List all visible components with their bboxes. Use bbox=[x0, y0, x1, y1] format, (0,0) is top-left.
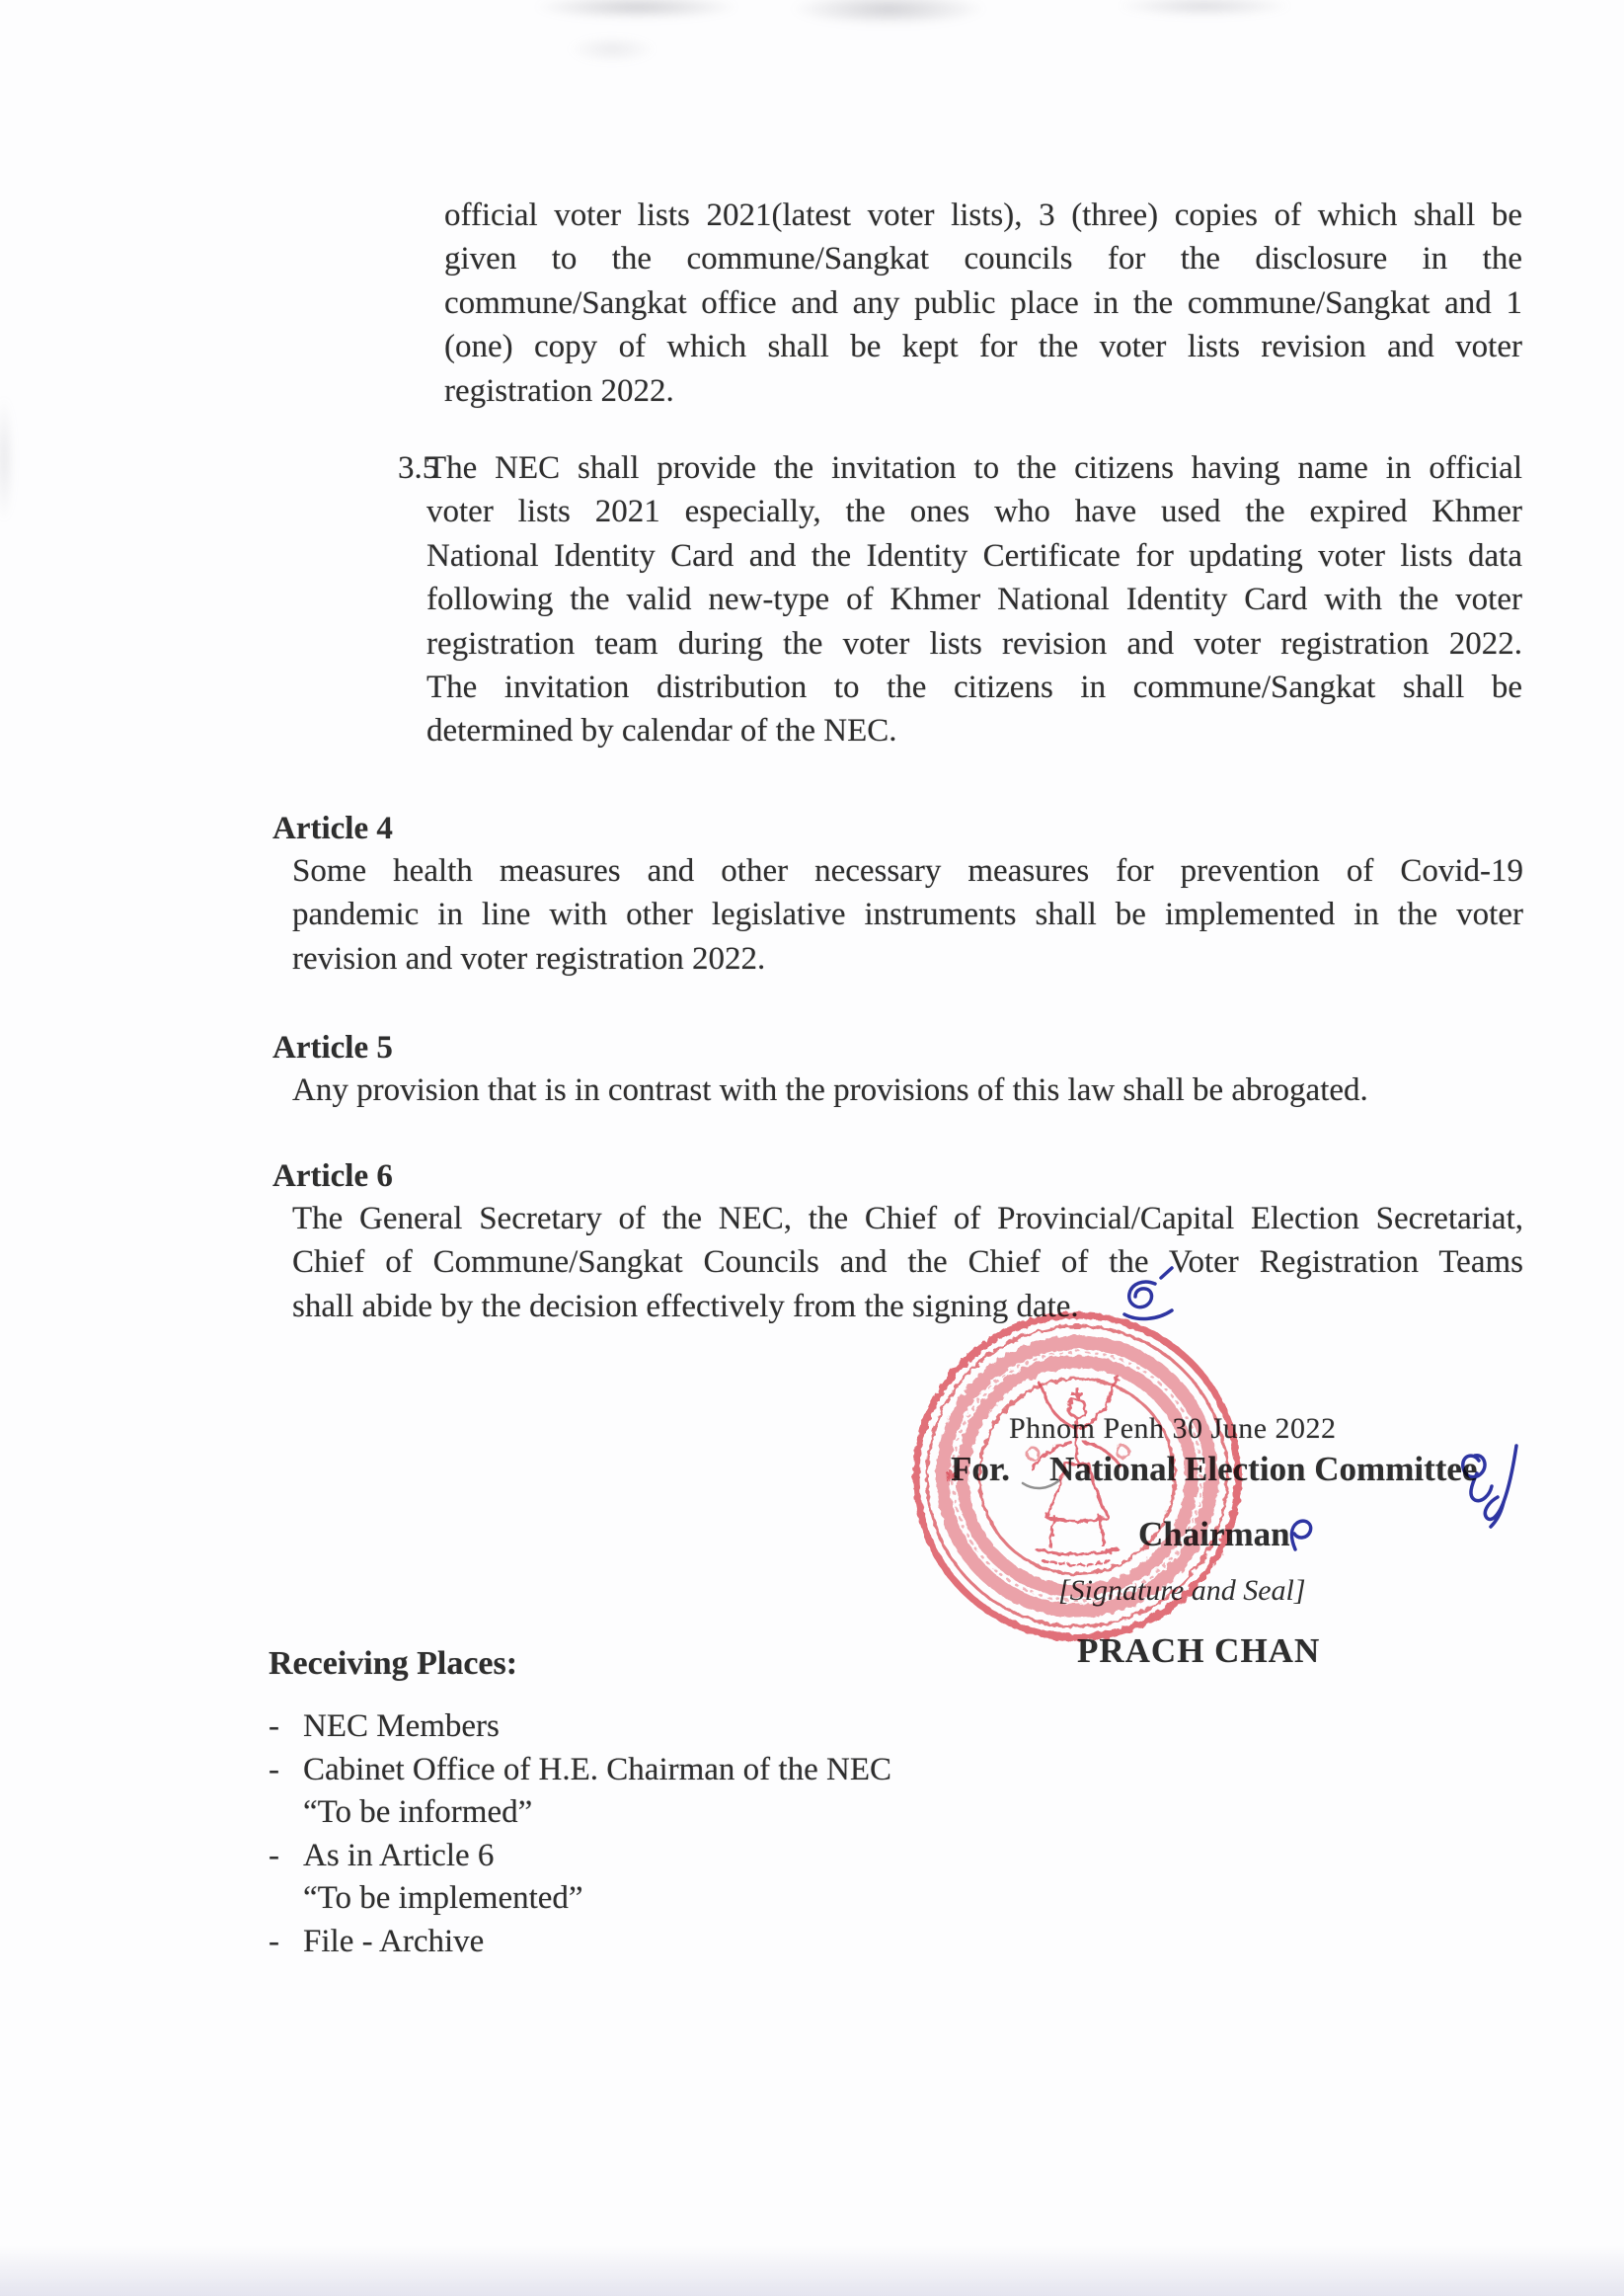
article-4-heading: Article 4 bbox=[272, 811, 393, 846]
text-line: National Identity Card and the Identity Certificate for updating voter lists data bbox=[426, 537, 1522, 574]
list-dash: - bbox=[269, 1708, 279, 1744]
scan-artifact bbox=[533, 0, 740, 20]
text-line: Chief of Commune/Sangkat Councils and the Chief of the Voter Registration Teams bbox=[292, 1244, 1523, 1281]
seal-separator-star bbox=[946, 1471, 956, 1481]
article-5-heading: Article 5 bbox=[272, 1030, 393, 1066]
text-line: (one) copy of which shall be kept for the voter lists revision and voter bbox=[444, 329, 1522, 365]
text-line: commune/Sangkat office and any public place in the commune/Sangkat and 1 bbox=[444, 284, 1522, 321]
scan-artifact bbox=[1116, 0, 1293, 17]
text-line: registration 2022. bbox=[444, 372, 674, 409]
signature-and-seal-note: [Signature and Seal] bbox=[1058, 1574, 1306, 1607]
scan-artifact bbox=[0, 395, 14, 523]
chairman-initial-ink bbox=[1291, 1521, 1310, 1549]
receiving-list-item bbox=[269, 1705, 1019, 1749]
text-line: pandemic in line with other legislative instruments shall be implemented in the voter bbox=[292, 897, 1523, 933]
receiving-list-item bbox=[269, 1877, 1019, 1921]
list-text: NEC Members bbox=[303, 1708, 500, 1744]
text-line: The invitation distribution to the citizens in commune/Sangkat shall be bbox=[426, 669, 1522, 705]
paragraph-3-5 bbox=[426, 446, 1522, 753]
list-dash: - bbox=[269, 1751, 279, 1787]
text-line: voter lists 2021 especially, the ones who have used the expired Khmer bbox=[426, 494, 1522, 530]
article-6-heading: Article 6 bbox=[272, 1158, 393, 1194]
receiving-places-heading: Receiving Places: bbox=[269, 1645, 518, 1682]
scan-artifact-bottom-band bbox=[0, 2245, 1624, 2296]
list-dash bbox=[269, 1877, 303, 1921]
committee-name: National Election Committee bbox=[1048, 1450, 1478, 1488]
receiving-places-list bbox=[269, 1705, 1019, 1964]
text-line: following the valid new-type of Khmer National Identity Card with the voter bbox=[426, 582, 1522, 618]
list-dash: - bbox=[269, 1837, 279, 1873]
place-and-date: Phnom Penh 30 June 2022 bbox=[1009, 1412, 1337, 1445]
receiving-list-item bbox=[269, 1921, 1019, 1964]
receiving-list-item bbox=[269, 1791, 1019, 1835]
receiving-list-item bbox=[269, 1835, 1019, 1878]
list-dash bbox=[269, 1791, 303, 1835]
text-line: given to the commune/Sangkat councils for the disclosure in the bbox=[444, 241, 1522, 277]
seal-deity-figure bbox=[1027, 1377, 1128, 1565]
list-text: “To be informed” bbox=[303, 1794, 533, 1831]
list-text: File - Archive bbox=[303, 1923, 485, 1959]
text-line: shall abide by the decision effectively from the signing date. bbox=[292, 1288, 1079, 1324]
receiving-list-item bbox=[269, 1749, 1019, 1792]
text-line: registration team during the voter lists revision and voter registration 2022. bbox=[426, 625, 1522, 662]
list-text: As in Article 6 bbox=[303, 1837, 495, 1873]
text-line: The NEC shall provide the invitation to the citizens having name in official bbox=[426, 450, 1522, 486]
article-5-body bbox=[292, 1069, 1523, 1112]
scan-artifact bbox=[568, 36, 657, 63]
list-text: Cabinet Office of H.E. Chairman of the NEC bbox=[303, 1751, 891, 1787]
text-line: revision and voter registration 2022. bbox=[292, 940, 766, 977]
text-line: official voter lists 2021(latest voter lists), 3 (three) copies of which shall be bbox=[444, 198, 1522, 233]
chairman-title: Chairman bbox=[1138, 1515, 1290, 1553]
item-3-5-number: 3.5 bbox=[398, 450, 439, 486]
text-line: The General Secretary of the NEC, the Chief of Provincial/Capital Election Secretariat, bbox=[292, 1201, 1523, 1236]
list-text: “To be implemented” bbox=[303, 1880, 583, 1917]
article-4-body bbox=[292, 849, 1523, 981]
chairman-name: PRACH CHAN bbox=[1077, 1631, 1321, 1670]
text-line: determined by calendar of the NEC. bbox=[426, 713, 897, 750]
text-line: Any provision that is in contrast with the provisions of this law shall be abrogated. bbox=[292, 1072, 1368, 1108]
paragraph-3-4-continuation bbox=[444, 194, 1522, 413]
for-label: For. bbox=[951, 1450, 1010, 1488]
nec-red-seal-icon bbox=[906, 1306, 1248, 1647]
list-dash: - bbox=[269, 1923, 279, 1959]
scan-artifact bbox=[790, 0, 987, 26]
text-line: Some health measures and other necessary measures for prevention of Covid-19 bbox=[292, 853, 1523, 889]
